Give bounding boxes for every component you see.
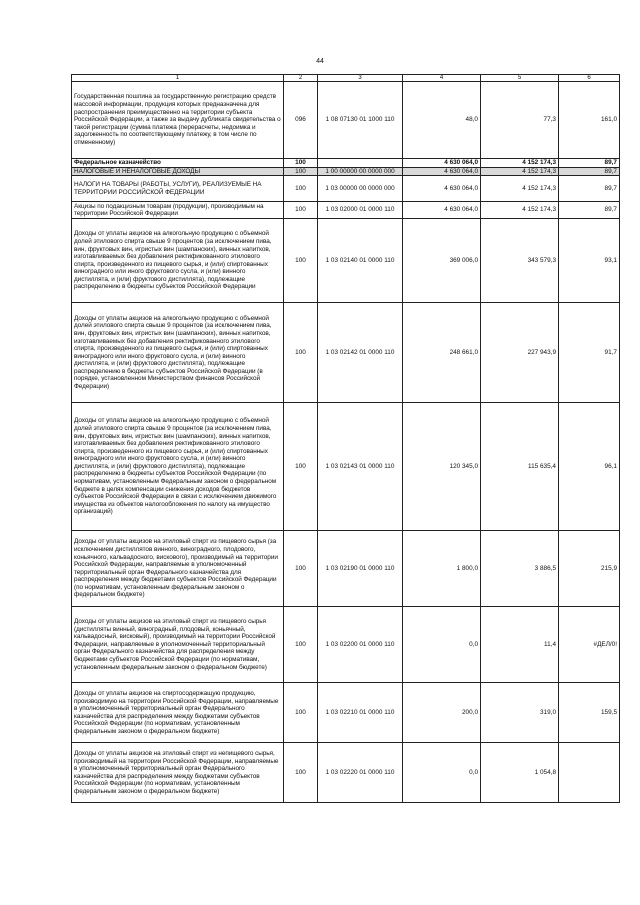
row-budget-code: 1 03 02200 01 0000 110 (318, 607, 403, 683)
column-number: 2 (284, 75, 318, 82)
row-percent: 96,1 (559, 403, 620, 531)
page-number: 44 (316, 58, 324, 65)
row-budget-code: 1 03 02190 01 0000 110 (318, 531, 403, 607)
row-percent (559, 743, 620, 803)
row-percent: 93,1 (559, 219, 620, 303)
row-fact: 115 635,4 (481, 403, 559, 531)
row-fact: 4 152 174,3 (481, 202, 559, 219)
table-row (72, 82, 620, 159)
row-admin-code: 100 (284, 743, 318, 803)
row-admin-code: 100 (284, 683, 318, 743)
row-name: Доходы от уплаты акцизов на алкогольную продукцию с объемной долей этилового спирта свыше 9 процентов (за исключением пива, вин, фруктовых вин, игристых вин (шампанских), винных напитков, изготавливаемых без добавления ректификованного этилового спирта, произведенного из пищевого сырья, и (или) спиртованных виноградного или иного фруктового сусла, и (или) винного дистиллята, и (или) фруктового дистиллята), подлежащие распределению в бюджеты субъектов Российской Федерации (в порядке, установленном Министерством финансов Российской Федерации) (72, 303, 284, 403)
column-number: 3 (318, 75, 403, 82)
row-fact: 4 152 174,3 (481, 159, 559, 168)
table-row (72, 176, 620, 202)
row-plan: 120 345,0 (403, 403, 481, 531)
row-percent: #ДЕЛ/0! (559, 607, 620, 683)
row-plan: 4 630 064,0 (403, 167, 481, 176)
row-percent: 91,7 (559, 303, 620, 403)
row-fact: 11,4 (481, 607, 559, 683)
table-row (72, 531, 620, 607)
row-plan: 200,0 (403, 683, 481, 743)
row-name: Доходы от уплаты акцизов на этиловый спирт из пищевого сырья (за исключением дистиллятов винного, виноградного, плодового, коньячного, кальвадосного, вискового), производимый на территории Российской Федерации, направляемые в уполномоченный территориальный орган Федерального казначейства для распределения между бюджетами субъектов Российской Федерации (по нормативам, установленным федеральным законом о федеральном бюджете) (72, 531, 284, 607)
row-percent: 89,7 (559, 159, 620, 168)
row-admin-code: 096 (284, 82, 318, 159)
row-percent: 215,9 (559, 531, 620, 607)
row-admin-code: 100 (284, 176, 318, 202)
row-name: Доходы от уплаты акцизов на этиловый спирт из пищевого сырья (дистилляты винный, виноградный, плодовый, коньячный, кальвадосный, висковый), производимый на территории Российской Федерации, направляемые в уполномоченный территориальный орган Федерального казначейства для распределения между бюджетами субъектов Российской Федерации (по нормативам, установленным федеральным законом о федеральном бюджете) (72, 607, 284, 683)
row-plan: 4 630 064,0 (403, 202, 481, 219)
row-admin-code: 100 (284, 607, 318, 683)
row-plan: 1 800,0 (403, 531, 481, 607)
table-row (72, 167, 620, 176)
table-row (72, 303, 620, 403)
row-plan: 48,0 (403, 82, 481, 159)
row-plan: 248 661,0 (403, 303, 481, 403)
row-budget-code: 1 03 02142 01 0000 110 (318, 303, 403, 403)
row-budget-code: 1 08 07130 01 1000 110 (318, 82, 403, 159)
row-budget-code: 1 03 02143 01 0000 110 (318, 403, 403, 531)
row-fact: 3 886,5 (481, 531, 559, 607)
row-fact: 4 152 174,3 (481, 167, 559, 176)
row-budget-code: 1 03 02140 01 0000 110 (318, 219, 403, 303)
row-admin-code: 100 (284, 403, 318, 531)
row-name: Государственная пошлина за государственную регистрацию средств массовой информации, продукция которых предназначена для распространения преимущественно на территории субъекта Российской Федерации, а также за выдачу дубликата свидетельства о такой регистрации (сумма платежа (перерасчеты, недоимка и задолженность по соответствующему платежу, в том числе по отмененному) (72, 82, 284, 159)
row-admin-code: 100 (284, 202, 318, 219)
row-name: Доходы от уплаты акцизов на алкогольную продукцию с объемной долей этилового спирта свыше 9 процентов (за исключением пива, вин, фруктовых вин, игристых вин (шампанских), винных напитков, изготавливаемых без добавления ректификованного этилового спирта, произведенного из пищевого сырья, и (или) спиртованных виноградного или иного фруктового сусла, и (или) винного дистиллята, и (или) фруктового дистиллята), подлежащие распределению в бюджеты субъектов Российской Федерации (72, 219, 284, 303)
row-admin-code: 100 (284, 303, 318, 403)
row-fact: 1 054,8 (481, 743, 559, 803)
row-budget-code: 1 03 00000 00 0000 000 (318, 176, 403, 202)
row-fact: 4 152 174,3 (481, 176, 559, 202)
row-admin-code: 100 (284, 159, 318, 168)
row-budget-code: 1 03 02000 01 0000 110 (318, 202, 403, 219)
row-name: Федеральное казначейство (72, 159, 284, 168)
row-fact: 227 943,9 (481, 303, 559, 403)
row-budget-code (318, 159, 403, 168)
row-percent: 89,7 (559, 176, 620, 202)
row-name: Акцизы по подакцизным товарам (продукции), производимым на территории Российской Федерации (72, 202, 284, 219)
row-budget-code: 1 00 00000 00 0000 000 (318, 167, 403, 176)
column-number-row (72, 75, 620, 82)
row-percent: 89,7 (559, 167, 620, 176)
row-name: Доходы от уплаты акцизов на этиловый спирт из непищевого сырья, производимый на территории Российской Федерации, направляемые в уполномоченный территориальный орган Федерального казначейства для распределения между бюджетами субъектов Российской Федерации (по нормативам, установленным федеральным законом о федеральном бюджете) (72, 743, 284, 803)
table-row (72, 202, 620, 219)
row-fact: 77,3 (481, 82, 559, 159)
row-name: Доходы от уплаты акцизов на спиртосодержащую продукцию, производимую на территории Российской Федерации, направляемые в уполномоченный территориальный орган Федерального казначейства для распределения между бюджетами субъектов Российской Федерации (по нормативам, установленным федеральным законом о федеральном бюджете) (72, 683, 284, 743)
column-number: 4 (403, 75, 481, 82)
table-row (72, 743, 620, 803)
row-fact: 343 579,3 (481, 219, 559, 303)
row-name: НАЛОГИ НА ТОВАРЫ (РАБОТЫ, УСЛУГИ), РЕАЛИЗУЕМЫЕ НА ТЕРРИТОРИИ РОССИЙСКОЙ ФЕДЕРАЦИИ (72, 176, 284, 202)
table-row (72, 159, 620, 168)
column-number: 5 (481, 75, 559, 82)
column-number: 6 (559, 75, 620, 82)
row-percent: 161,0 (559, 82, 620, 159)
row-fact: 319,0 (481, 683, 559, 743)
row-plan: 4 630 064,0 (403, 176, 481, 202)
row-admin-code: 100 (284, 531, 318, 607)
column-number: 1 (72, 75, 284, 82)
row-percent: 159,5 (559, 683, 620, 743)
table-row (72, 403, 620, 531)
table-row (72, 683, 620, 743)
table-row (72, 607, 620, 683)
row-plan: 4 630 064,0 (403, 159, 481, 168)
row-plan: 0,0 (403, 743, 481, 803)
row-name: НАЛОГОВЫЕ И НЕНАЛОГОВЫЕ ДОХОДЫ (72, 167, 284, 176)
row-plan: 0,0 (403, 607, 481, 683)
row-name: Доходы от уплаты акцизов на алкогольную продукцию с объемной долей этилового спирта свыше 9 процентов (за исключением пива, вин, фруктовых вин, игристых вин (шампанских), винных напитков, изготавливаемых без добавления ректификованного этилового спирта, произведенного из пищевого сырья, и (или) спиртованных виноградного или иного фруктового сусла, и (или) винного дистиллята, и (или) фруктового дистиллята), подлежащие распределению в бюджеты субъектов Российской Федерации (по нормативам, установленным Федеральным законом о федеральном бюджете в целях компенсации снижения доходов бюджетов субъектов Российской Федерации в связи с исключением движимого имущества из объектов налогообложения по налогу на имущество организаций) (72, 403, 284, 531)
row-admin-code: 100 (284, 167, 318, 176)
row-budget-code: 1 03 02220 01 0000 110 (318, 743, 403, 803)
row-budget-code: 1 03 02210 01 0000 110 (318, 683, 403, 743)
table-row (72, 219, 620, 303)
row-admin-code: 100 (284, 219, 318, 303)
row-plan: 369 006,0 (403, 219, 481, 303)
row-percent: 89,7 (559, 202, 620, 219)
revenue-table (71, 74, 620, 803)
